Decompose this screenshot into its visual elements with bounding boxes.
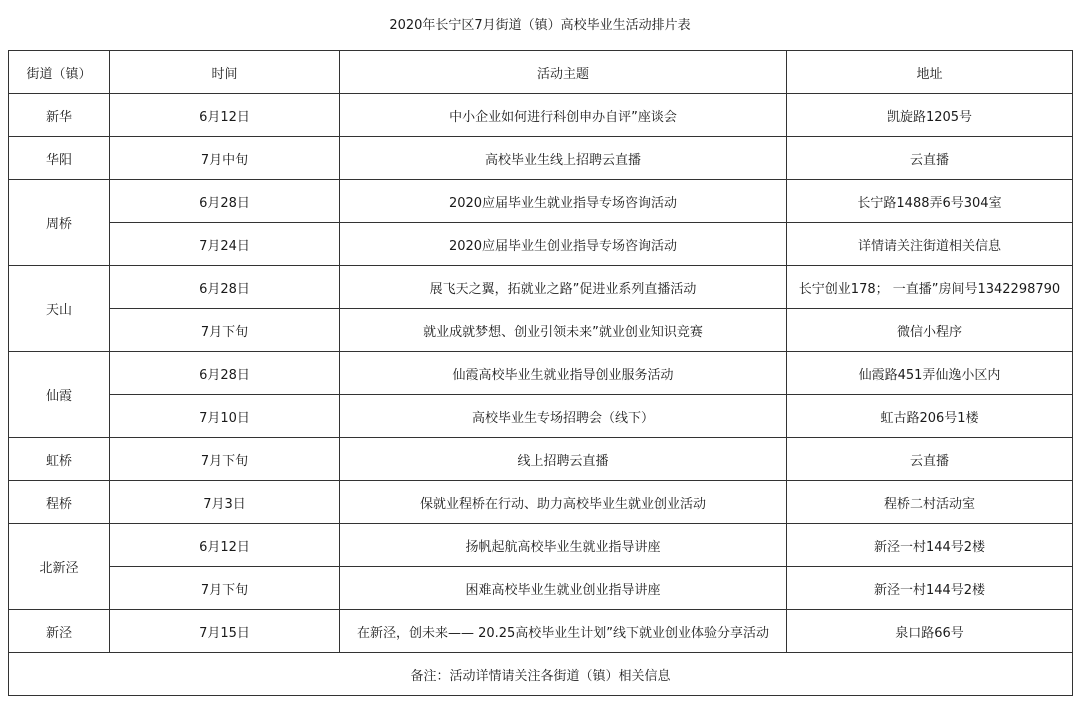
time-cell: 6月28日 <box>110 266 340 309</box>
theme-cell: 线上招聘云直播 <box>340 438 787 481</box>
street-cell: 天山 <box>9 266 110 352</box>
address-cell: 新泾一村144号2楼 <box>787 524 1073 567</box>
address-cell: 微信小程序 <box>787 309 1073 352</box>
street-cell: 北新泾 <box>9 524 110 610</box>
theme-cell: 保就业程桥在行动、助力高校毕业生就业创业活动 <box>340 481 787 524</box>
table-row <box>9 438 1073 481</box>
time-cell: 6月28日 <box>110 352 340 395</box>
table-row <box>9 94 1073 137</box>
table-row <box>9 610 1073 653</box>
time-cell: 7月下旬 <box>110 567 340 610</box>
address-cell: 详情请关注街道相关信息 <box>787 223 1073 266</box>
table-row <box>9 223 1073 266</box>
header-time: 时间 <box>110 51 340 94</box>
table-row <box>9 567 1073 610</box>
time-cell: 7月10日 <box>110 395 340 438</box>
address-cell: 虹古路206号1楼 <box>787 395 1073 438</box>
address-cell: 长宁路1488弄6号304室 <box>787 180 1073 223</box>
street-cell: 华阳 <box>9 137 110 180</box>
street-cell: 新泾 <box>9 610 110 653</box>
table-row <box>9 524 1073 567</box>
table-row <box>9 352 1073 395</box>
address-cell: 云直播 <box>787 137 1073 180</box>
theme-cell: 2020应届毕业生就业指导专场咨询活动 <box>340 180 787 223</box>
street-cell: 程桥 <box>9 481 110 524</box>
address-cell: 仙霞路451弄仙逸小区内 <box>787 352 1073 395</box>
time-cell: 7月下旬 <box>110 438 340 481</box>
address-cell: 云直播 <box>787 438 1073 481</box>
time-cell: 6月12日 <box>110 94 340 137</box>
table-row <box>9 137 1073 180</box>
table-row <box>9 266 1073 309</box>
time-cell: 7月中旬 <box>110 137 340 180</box>
header-address: 地址 <box>787 51 1073 94</box>
theme-cell: 扬帆起航高校毕业生就业指导讲座 <box>340 524 787 567</box>
street-cell: 虹桥 <box>9 438 110 481</box>
table-row <box>9 395 1073 438</box>
header-theme: 活动主题 <box>340 51 787 94</box>
time-cell: 7月3日 <box>110 481 340 524</box>
address-cell: 长宁创业178； 一直播”房间号1342298790 <box>787 266 1073 309</box>
theme-cell: 展飞天之翼，拓就业之路”促进业系列直播活动 <box>340 266 787 309</box>
note-cell: 备注：活动详情请关注各街道（镇）相关信息 <box>9 653 1073 696</box>
header-street: 街道（镇） <box>9 51 110 94</box>
theme-cell: 仙霞高校毕业生就业指导创业服务活动 <box>340 352 787 395</box>
theme-cell: 高校毕业生线上招聘云直播 <box>340 137 787 180</box>
street-cell: 新华 <box>9 94 110 137</box>
street-cell: 周桥 <box>9 180 110 266</box>
table-row <box>9 309 1073 352</box>
table-header-row <box>9 51 1073 94</box>
time-cell: 7月15日 <box>110 610 340 653</box>
address-cell: 新泾一村144号2楼 <box>787 567 1073 610</box>
table-row <box>9 481 1073 524</box>
schedule-table <box>8 50 1073 696</box>
theme-cell: 2020应届毕业生创业指导专场咨询活动 <box>340 223 787 266</box>
time-cell: 6月12日 <box>110 524 340 567</box>
time-cell: 7月24日 <box>110 223 340 266</box>
page-title: 2020年长宁区7月街道（镇）高校毕业生活动排片表 <box>389 18 691 33</box>
note-row <box>9 653 1073 696</box>
theme-cell: 就业成就梦想、创业引领未来”就业创业知识竞赛 <box>340 309 787 352</box>
theme-cell: 在新泾，创未来—— 20.25高校毕业生计划”线下就业创业体验分享活动 <box>340 610 787 653</box>
theme-cell: 中小企业如何进行科创申办自评”座谈会 <box>340 94 787 137</box>
address-cell: 程桥二村活动室 <box>787 481 1073 524</box>
theme-cell: 高校毕业生专场招聘会（线下） <box>340 395 787 438</box>
table-row <box>9 180 1073 223</box>
street-cell: 仙霞 <box>9 352 110 438</box>
time-cell: 6月28日 <box>110 180 340 223</box>
time-cell: 7月下旬 <box>110 309 340 352</box>
theme-cell: 困难高校毕业生就业创业指导讲座 <box>340 567 787 610</box>
address-cell: 凯旋路1205号 <box>787 94 1073 137</box>
address-cell: 泉口路66号 <box>787 610 1073 653</box>
